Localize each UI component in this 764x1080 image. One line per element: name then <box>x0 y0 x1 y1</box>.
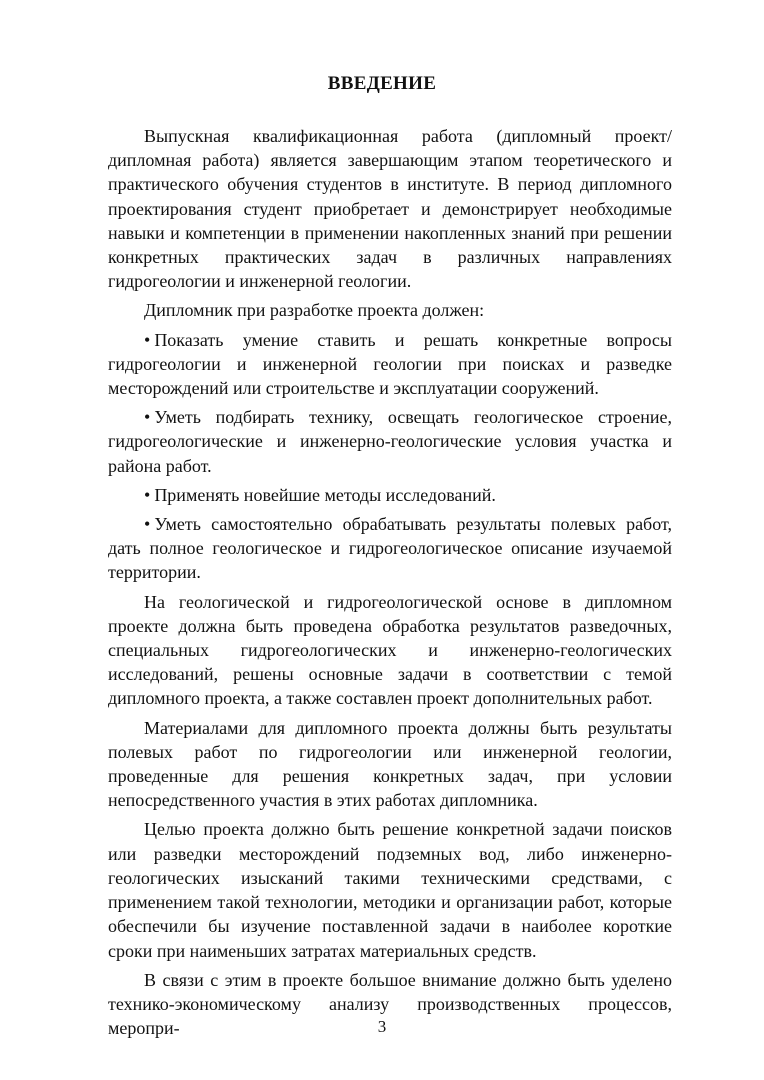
paragraph-intro: Выпускная квалификационная работа (дипломный проект/дипломная работа) является завершающим этапом теоретического и практического обучения студентов в институте. В период дипломного проектирования студент приобретает и демонстрирует необходимые навыки и компетенции в применении накопленных знаний при решении конкретных практических задач в различных направлениях гидрогеологии и инженерной геологии. <box>108 126 672 292</box>
bullet-icon: • <box>144 484 151 505</box>
bullet-text: Применять новейшие методы исследований. <box>154 484 496 505</box>
bullet-item-select-equipment <box>108 405 672 478</box>
document-body <box>108 124 672 1045</box>
bullet-text: Показать умение ставить и решать конкретные вопросы гидрогеологии и инженерной геологии при поисках и разведке месторождений или строительстве и эксплуатации сооружений. <box>108 329 672 399</box>
bullet-icon: • <box>144 407 151 428</box>
bullet-text: Уметь подбирать технику, освещать геологическое строение, гидрогеологические и инженерно-геологические условия участка и района работ. <box>108 407 672 476</box>
bullet-icon: • <box>144 329 151 350</box>
paragraph-economic-analysis: В связи с этим в проекте большое внимание должно быть уделено технико-экономическому анализу производственных процессов, меропри- <box>108 969 672 1039</box>
bullet-text: Уметь самостоятельно обрабатывать результаты полевых работ, дать полное геологическое и гидрогеологическое описание изучаемой территории. <box>108 514 672 583</box>
bullet-item-show-skill <box>108 328 672 401</box>
page-number: 3 <box>377 1017 387 1036</box>
bullet-icon: • <box>144 514 151 535</box>
paragraph-requirements-lead: Дипломник при разработке проекта должен: <box>144 300 485 321</box>
paragraph-geological-basis: На геологической и гидрогеологической основе в дипломном проекте должна быть проведена обработка результатов разведочных, специальных гидрогеологических и инженерно-геологических исследований, решены основные задачи в соответствии с темой дипломного проекта, а также составлен проект дополнительных работ. <box>108 591 672 709</box>
paragraph-materials: Материалами для дипломного проекта должны быть результаты полевых работ по гидрогеологии или инженерной геологии, проведенные для решения конкретных задач, при условии непосредственного участия в этих работах дипломника. <box>108 717 672 811</box>
paragraph-project-goal: Целью проекта должно быть решение конкретной задачи поисков или разведки месторождений подземных вод, либо инженерно-геологических изысканий такими техническими средствами, с применением такой технологии, методики и организации работ, которые обеспечили бы изучение поставленной задачи в наиболее короткие сроки при наименьших затратах материальных средств. <box>108 819 672 961</box>
bullet-item-apply-methods <box>108 483 672 507</box>
page-title: ВВЕДЕНИЕ <box>327 73 437 94</box>
bullet-item-process-results <box>108 512 672 585</box>
